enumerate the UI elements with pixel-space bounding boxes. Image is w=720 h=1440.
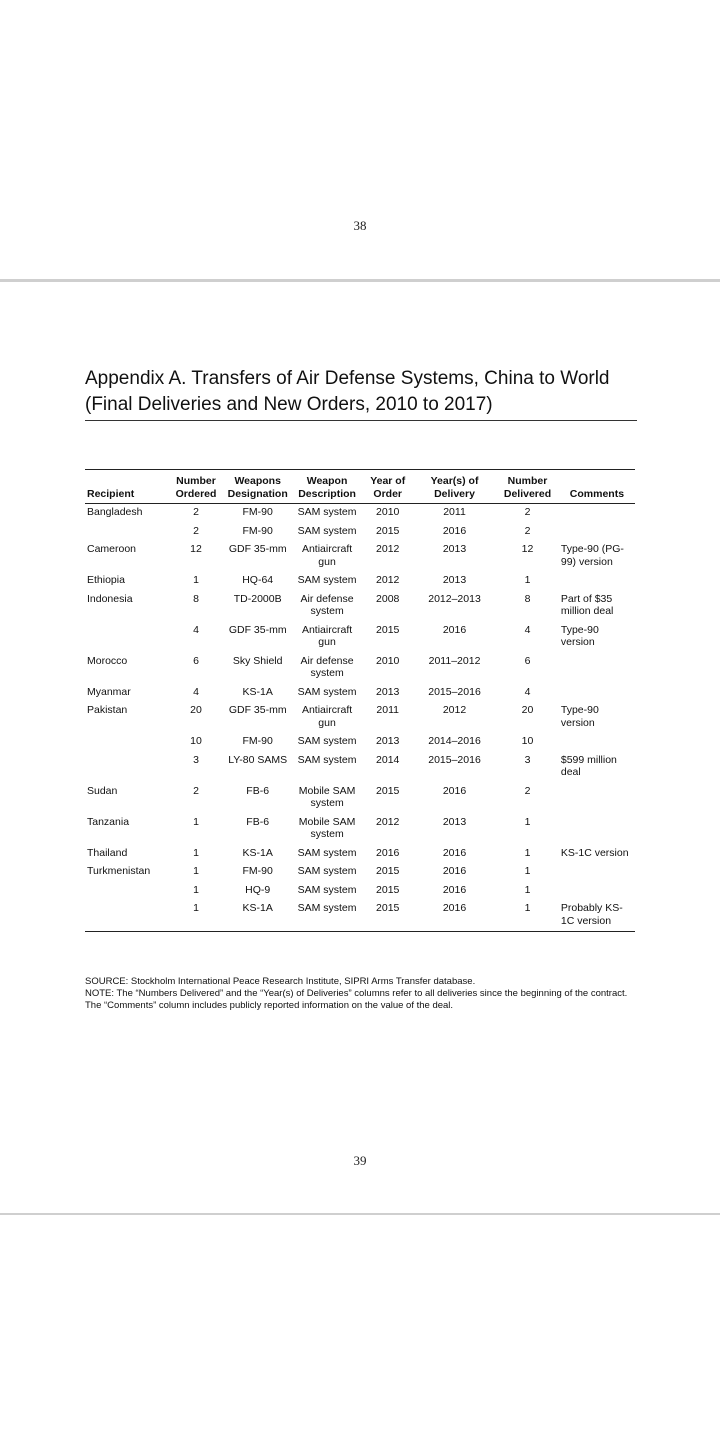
cell-comments (559, 504, 635, 523)
table-row (85, 733, 635, 752)
source-note: SOURCE: Stockholm International Peace Research Institute, SIPRI Arms Transfer database. (85, 976, 476, 987)
table-row (85, 684, 635, 703)
table-row (85, 653, 635, 684)
cell-comments: KS-1C version (560, 846, 629, 859)
cell-years-of-delivery: 2014–2016 (428, 735, 481, 747)
cell-weapons-designation: Sky Shield (232, 654, 283, 667)
cell-comments (559, 783, 635, 814)
cell-year-of-order: 2013 (376, 735, 400, 747)
header-weapons-designation: Weapons Designation (224, 470, 292, 504)
cell-recipient: Indonesia (87, 592, 133, 605)
cell-comments: Probably KS-1C version (560, 902, 623, 927)
cell-recipient (85, 882, 168, 901)
cell-year-of-order: 2012 (376, 574, 400, 586)
page-divider (0, 279, 720, 282)
cell-weapons-designation: GDF 35-mm (228, 543, 287, 555)
header-comments: Comments (559, 470, 635, 504)
cell-years-of-delivery: 2016 (442, 524, 467, 537)
table-row (85, 845, 635, 864)
cell-years-of-delivery: 2016 (442, 623, 467, 636)
cell-number-delivered: 4 (524, 623, 531, 636)
cell-number-delivered: 1 (524, 574, 531, 586)
cell-year-of-order: 2015 (376, 524, 400, 537)
table-row (85, 504, 635, 523)
cell-weapons-designation: FB-6 (246, 784, 270, 797)
cell-weapons-designation: FM-90 (242, 506, 273, 518)
cell-comments: Type-90 (PG-99) version (560, 543, 624, 568)
cell-number-ordered: 1 (193, 902, 199, 914)
cell-years-of-delivery: 2012–2013 (428, 592, 481, 605)
appendix-title (85, 366, 637, 418)
cell-recipient (85, 733, 168, 752)
cell-weapon-description: SAM system (297, 753, 357, 766)
title-rule (85, 420, 637, 421)
cell-weapons-designation: LY-80 SAMS (228, 753, 288, 766)
cell-comments: Part of $35 million deal (560, 592, 614, 617)
cell-weapons-designation: FM-90 (242, 865, 273, 877)
cell-number-delivered: 2 (524, 524, 531, 537)
cell-number-delivered: 2 (524, 506, 531, 518)
header-year-of-order: Year of Order (363, 470, 413, 504)
explanatory-note: NOTE: The “Numbers Delivered” and the “Year(s) of Deliveries” columns refer to all deliveries since the beginning of the contract. The “Comments” column includes publicly reported information on the value of the deal. (85, 987, 628, 1011)
cell-recipient (85, 752, 168, 783)
cell-year-of-order: 2012 (376, 543, 400, 555)
cell-number-delivered: 1 (524, 815, 531, 828)
cell-weapon-description: Mobile SAM system (298, 784, 356, 809)
cell-number-ordered: 3 (193, 753, 199, 766)
cell-weapons-designation: GDF 35-mm (228, 704, 287, 716)
cell-weapon-description: Mobile SAM system (298, 815, 356, 840)
header-years-of-delivery: Year(s) of Delivery (413, 470, 496, 504)
cell-recipient (85, 900, 168, 932)
cell-year-of-order: 2013 (376, 685, 400, 698)
cell-years-of-delivery: 2016 (442, 846, 467, 859)
cell-weapon-description: SAM system (297, 506, 357, 518)
cell-weapon-description: Antiaircraft gun (301, 704, 353, 729)
cell-weapons-designation: KS-1A (242, 902, 273, 914)
cell-weapon-description: Antiaircraft gun (301, 623, 353, 648)
cell-number-delivered: 4 (524, 685, 531, 698)
cell-number-delivered: 1 (524, 846, 531, 859)
cell-comments: Type-90 version (560, 623, 599, 648)
cell-weapon-description: Air defense system (300, 592, 354, 617)
cell-recipient (85, 523, 168, 542)
cell-years-of-delivery: 2013 (442, 543, 467, 555)
table-row (85, 622, 635, 653)
cell-recipient: Ethiopia (87, 574, 125, 586)
cell-years-of-delivery: 2016 (442, 902, 467, 914)
cell-recipient: Tanzania (87, 815, 130, 828)
cell-recipient: Thailand (87, 846, 128, 859)
cell-years-of-delivery: 2016 (442, 865, 467, 877)
cell-years-of-delivery: 2015–2016 (428, 753, 481, 766)
cell-weapon-description: SAM system (297, 574, 357, 586)
cell-weapons-designation: KS-1A (242, 685, 273, 698)
cell-number-delivered: 1 (524, 865, 531, 877)
table-row (85, 523, 635, 542)
cell-year-of-order: 2015 (376, 883, 400, 896)
cell-comments (559, 653, 635, 684)
cell-year-of-order: 2012 (376, 815, 400, 828)
cell-years-of-delivery: 2013 (442, 574, 467, 586)
cell-year-of-order: 2015 (376, 623, 400, 636)
cell-comments (559, 863, 635, 882)
cell-weapons-designation: HQ-9 (245, 883, 271, 896)
cell-number-delivered: 2 (524, 784, 531, 797)
cell-weapon-description: SAM system (297, 846, 357, 859)
table-notes (85, 976, 640, 1011)
cell-weapons-designation: TD-2000B (233, 592, 282, 605)
table-row (85, 814, 635, 845)
cell-number-delivered: 20 (521, 704, 534, 716)
table-row (85, 752, 635, 783)
cell-comments: Type-90 version (560, 704, 599, 729)
cell-year-of-order: 2008 (376, 592, 400, 605)
cell-recipient: Sudan (87, 784, 118, 797)
page-number-bottom: 39 (353, 1153, 367, 1168)
cell-number-ordered: 1 (193, 846, 199, 859)
table-row (85, 541, 635, 572)
cell-comments (559, 572, 635, 591)
cell-years-of-delivery: 2012 (442, 704, 467, 716)
cell-weapon-description: Antiaircraft gun (301, 543, 353, 568)
cell-years-of-delivery: 2016 (442, 883, 467, 896)
cell-number-delivered: 8 (524, 592, 531, 605)
cell-recipient (85, 622, 168, 653)
table-row (85, 572, 635, 591)
cell-weapons-designation: FB-6 (246, 815, 270, 828)
page-number-top: 38 (353, 218, 367, 233)
cell-recipient: Pakistan (87, 704, 128, 716)
table-row (85, 783, 635, 814)
header-weapon-description: Weapon Description (292, 470, 363, 504)
cell-weapon-description: SAM system (297, 883, 357, 896)
cell-number-ordered: 20 (190, 704, 202, 716)
cell-number-ordered: 1 (193, 883, 199, 896)
cell-number-ordered: 1 (193, 815, 199, 828)
cell-weapons-designation: KS-1A (242, 846, 273, 859)
cell-year-of-order: 2015 (376, 865, 400, 877)
table-row (85, 591, 635, 622)
cell-number-ordered: 4 (193, 685, 199, 698)
cell-weapon-description: SAM system (297, 685, 357, 698)
cell-weapons-designation: FM-90 (242, 524, 273, 537)
cell-number-ordered: 2 (193, 524, 199, 537)
cell-number-delivered: 10 (521, 735, 534, 747)
cell-weapon-description: SAM system (297, 735, 357, 747)
appendix-title-line1: Appendix A. Transfers of Air Defense Systems, China to World (85, 368, 610, 389)
header-number-ordered: Number Ordered (168, 470, 224, 504)
cell-weapon-description: SAM system (297, 524, 357, 537)
transfers-table (85, 469, 635, 932)
cell-weapon-description: SAM system (297, 902, 357, 914)
cell-number-ordered: 8 (193, 592, 199, 605)
table-row (85, 702, 635, 733)
cell-recipient: Myanmar (87, 685, 131, 698)
cell-number-delivered: 12 (521, 543, 534, 555)
cell-year-of-order: 2015 (376, 902, 400, 914)
cell-recipient: Turkmenistan (87, 865, 151, 877)
cell-years-of-delivery: 2015–2016 (428, 685, 481, 698)
cell-number-ordered: 12 (190, 543, 202, 555)
table-row (85, 900, 635, 932)
table-header-row (85, 470, 635, 504)
cell-number-ordered: 4 (193, 623, 199, 636)
page-divider (0, 1213, 720, 1215)
cell-number-delivered: 3 (524, 753, 531, 766)
cell-years-of-delivery: 2011 (443, 506, 466, 518)
cell-weapons-designation: HQ-64 (242, 574, 274, 586)
cell-weapon-description: Air defense system (300, 654, 354, 679)
cell-weapon-description: SAM system (297, 865, 357, 877)
table-body (85, 504, 635, 932)
table-row (85, 882, 635, 901)
cell-year-of-order: 2011 (376, 704, 399, 716)
cell-year-of-order: 2015 (376, 784, 400, 797)
appendix-title-line2: (Final Deliveries and New Orders, 2010 to 2017) (85, 394, 493, 415)
cell-years-of-delivery: 2011–2012 (428, 654, 481, 667)
cell-number-ordered: 2 (193, 784, 199, 797)
cell-recipient: Morocco (87, 654, 128, 667)
cell-comments (559, 814, 635, 845)
cell-number-delivered: 1 (524, 902, 531, 914)
cell-weapons-designation: FM-90 (242, 735, 273, 747)
cell-number-ordered: 6 (193, 654, 199, 667)
cell-year-of-order: 2010 (376, 506, 400, 518)
cell-weapons-designation: GDF 35-mm (228, 623, 287, 636)
cell-comments (559, 733, 635, 752)
cell-comments (559, 684, 635, 703)
cell-number-ordered: 1 (193, 574, 199, 586)
cell-years-of-delivery: 2013 (442, 815, 467, 828)
cell-comments (559, 882, 635, 901)
header-number-delivered: Number Delivered (496, 470, 559, 504)
cell-comments: $599 million deal (560, 753, 617, 778)
cell-recipient: Cameroon (87, 543, 137, 555)
cell-recipient: Bangladesh (87, 506, 143, 518)
cell-number-delivered: 1 (524, 883, 531, 896)
cell-year-of-order: 2010 (376, 654, 400, 667)
cell-number-ordered: 1 (193, 865, 199, 877)
cell-number-ordered: 2 (193, 506, 199, 518)
table-row (85, 863, 635, 882)
cell-number-ordered: 10 (190, 735, 202, 747)
cell-year-of-order: 2016 (376, 846, 400, 859)
cell-number-delivered: 6 (524, 654, 531, 667)
cell-years-of-delivery: 2016 (442, 784, 467, 797)
cell-comments (559, 523, 635, 542)
cell-year-of-order: 2014 (376, 753, 400, 766)
header-recipient: Recipient (85, 470, 168, 504)
